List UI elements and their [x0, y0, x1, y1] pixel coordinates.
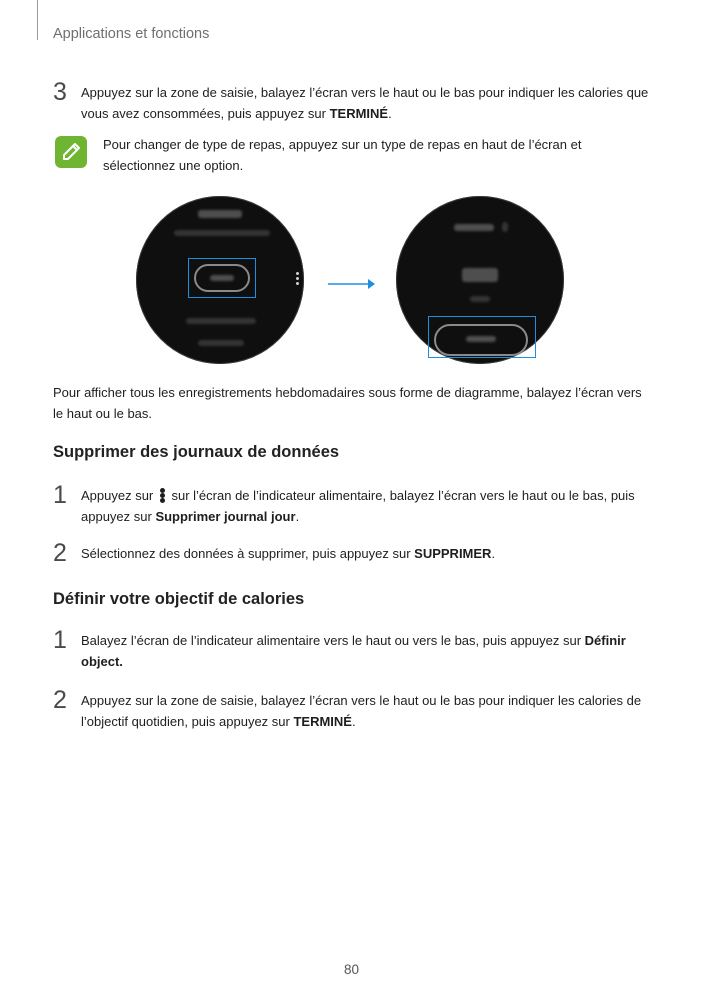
- step-text: [81, 630, 653, 672]
- blurred-text: [198, 340, 244, 346]
- step-bold-term: TERMINÉ: [329, 106, 389, 121]
- note-pencil-icon: [55, 136, 87, 168]
- note-text: Pour changer de type de repas, appuyez sur un type de repas en haut de l’écran et sélectionnez une option.: [103, 137, 582, 173]
- step-bold-term: TERMINÉ: [293, 714, 352, 729]
- page-number: 80: [343, 962, 360, 977]
- step-text: [81, 690, 653, 732]
- watch-illustration: [0, 190, 703, 370]
- step-text: [81, 82, 653, 124]
- section-heading: Définir votre objectif de calories: [53, 590, 305, 608]
- note-box: [53, 134, 653, 178]
- step-number: 1: [53, 626, 67, 654]
- step-number: 2: [53, 686, 67, 714]
- chevron-right-icon: [502, 222, 508, 232]
- step-number: 3: [53, 78, 67, 106]
- step-text: [81, 485, 653, 527]
- highlight-box: [428, 316, 536, 358]
- step-number: 2: [53, 539, 67, 567]
- blurred-text: [198, 210, 242, 218]
- blurred-text: [174, 230, 270, 236]
- step-text-part: .: [295, 509, 300, 524]
- header-title: Applications et fonctions: [53, 26, 210, 42]
- step-bold-term: Supprimer journal jour: [155, 509, 296, 524]
- step-bold-term: SUPPRIMER: [414, 546, 492, 561]
- body-paragraph: Pour afficher tous les enregistrements hebdomadaires sous forme de diagramme, balayez l’écran vers le haut ou le bas.: [53, 385, 642, 421]
- arrow-right-icon: [328, 278, 376, 290]
- step-text-part: Appuyez sur la zone de saisie, balayez l’écran vers le haut ou le bas pour indiquer les calories que vous avez consommées, puis appuyez sur: [81, 85, 649, 121]
- more-options-icon[interactable]: [296, 272, 299, 287]
- step-text-part: .: [491, 546, 496, 561]
- more-options-icon: [160, 488, 165, 503]
- watch-screen-before: [136, 196, 304, 364]
- blurred-text: [210, 275, 234, 281]
- step-text-part: Balayez l’écran de l’indicateur alimentaire vers le haut ou vers le bas, puis appuyez sur: [81, 633, 585, 648]
- step-text-part: Appuyez sur: [81, 488, 157, 503]
- blurred-text: [470, 296, 490, 302]
- blurred-value: [462, 268, 498, 282]
- step-text-part: .: [351, 714, 356, 729]
- step-number: 1: [53, 481, 67, 509]
- step-text-part: Appuyez sur la zone de saisie, balayez l’écran vers le haut ou le bas pour indiquer les calories de l’objectif quotidien, puis appuyez sur: [81, 693, 642, 729]
- step-text: [81, 543, 653, 564]
- blurred-text: [186, 318, 256, 324]
- step-text-part: .: [388, 106, 392, 121]
- blurred-text: [454, 224, 494, 231]
- step-text-part: sur l’écran de l’indicateur alimentaire, balayez l’écran vers le haut ou le bas, puis appuyez sur: [81, 488, 635, 524]
- step-text-part: Sélectionnez des données à supprimer, puis appuyez sur: [81, 546, 415, 561]
- section-heading: Supprimer des journaux de données: [53, 443, 340, 461]
- step-bold-term: Définir object.: [81, 633, 626, 669]
- header-rule: [37, 0, 38, 40]
